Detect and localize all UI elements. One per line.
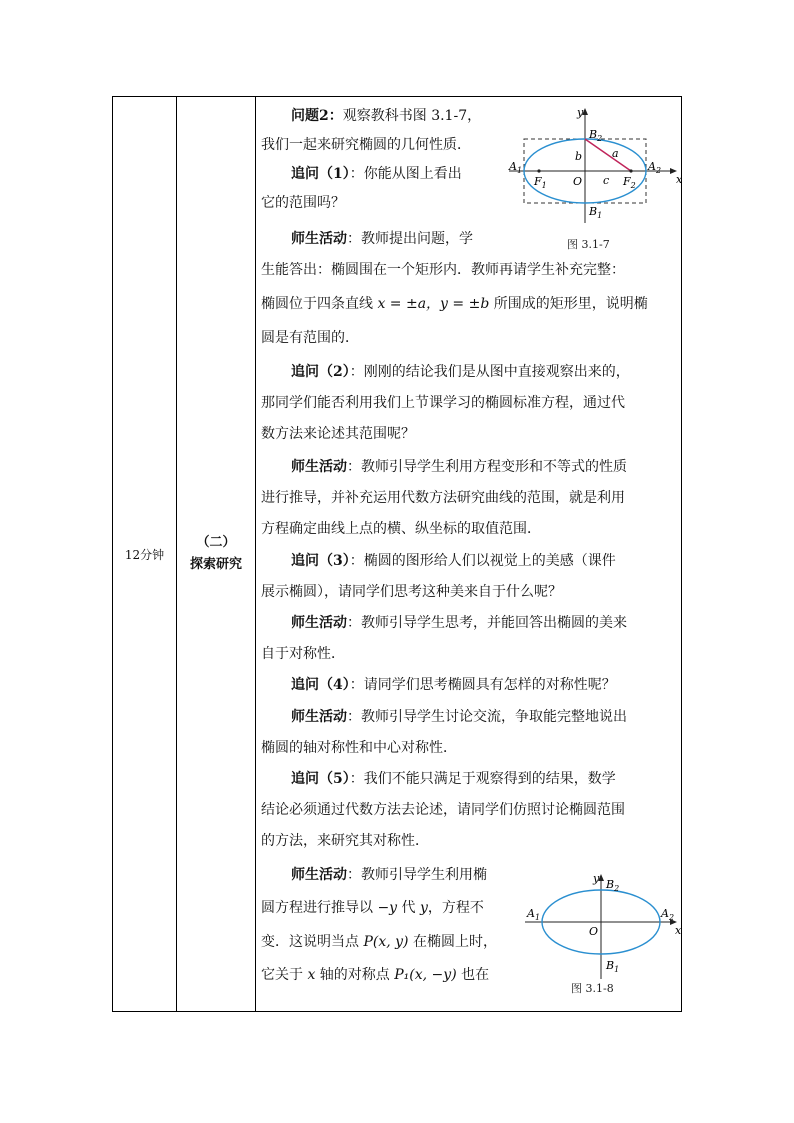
segment-a: [585, 139, 631, 171]
followup-2: 追问（2）：刚刚的结论我们是从图中直接观察出来的，: [291, 364, 630, 380]
text-line: 圆方程进行推导以 −y 代 y，方程不: [261, 900, 484, 916]
text-line: 结论必须通过代数方法去论述，请同学们仿照讨论椭圆范围: [261, 802, 625, 818]
label-b1: $B_1$: [606, 959, 620, 974]
ellipse-figure-3-1-8: [523, 871, 683, 981]
label-a: a: [612, 147, 619, 160]
activity-4: 师生活动：教师引导学生讨论交流，争取能完整地说出: [291, 709, 627, 725]
content-cell: [261, 97, 683, 1011]
text-line: 那同学们能否利用我们上节课学习的椭圆标准方程，通过代: [261, 395, 625, 411]
label-a2: $A_2$: [648, 160, 662, 175]
label-o: O: [573, 175, 583, 188]
label-b2: $B_2$: [589, 128, 603, 143]
time-cell: 12分钟: [124, 547, 165, 562]
text-line: 生能答出：椭圆围在一个矩形内．教师再请学生补充完整：: [261, 262, 625, 278]
text-line: 我们一起来研究椭圆的几何性质．: [261, 137, 471, 153]
label-y: y: [577, 106, 584, 119]
text-line: 圆是有范围的．: [261, 330, 359, 346]
label-o: O: [589, 925, 599, 938]
text-line: 椭圆的轴对称性和中心对称性．: [261, 740, 457, 756]
column-divider: [255, 97, 256, 1011]
label-c: c: [603, 174, 610, 187]
followup-4: 追问（4）：请同学们思考椭圆具有怎样的对称性呢？: [291, 677, 616, 693]
focus-f1: [537, 169, 540, 172]
stage-title: 探索研究: [189, 557, 242, 572]
label-y: y: [593, 872, 600, 885]
label-x: x: [675, 924, 682, 937]
label-f2: $F_2$: [623, 175, 636, 190]
label-b: b: [575, 150, 583, 163]
text-line: 展示椭圆），请同学们思考这种美来自于什么呢？: [261, 584, 562, 600]
stage-number: （二）: [196, 535, 236, 550]
figure-caption: 图 3.1-7: [567, 238, 610, 251]
activity-2: 师生活动：教师引导学生利用方程变形和不等式的性质: [291, 459, 627, 475]
text-line: 的方法，来研究其对称性．: [261, 833, 429, 849]
followup-1: 追问（1）：你能从图上看出: [291, 166, 462, 182]
label-a1: $A_1$: [527, 907, 541, 922]
activity-3: 师生活动：教师引导学生思考，并能回答出椭圆的美来: [291, 615, 627, 631]
activity-1: 师生活动：教师提出问题，学: [291, 231, 473, 247]
text-line: 它的范围吗？: [261, 195, 345, 211]
ellipse-figure-3-1-7: [505, 105, 683, 225]
activity-5: 师生活动：教师引导学生利用椭: [291, 867, 487, 883]
followup-5: 追问（5）：我们不能只满足于观察得到的结果，数学: [291, 771, 616, 787]
label-b1: $B_1$: [589, 205, 603, 220]
focus-f2: [629, 169, 632, 172]
label-a2: $A_2$: [661, 907, 675, 922]
text-line: 它关于 x 轴的对称点 P₁(x, −y) 也在: [261, 967, 490, 983]
label-x: x: [676, 173, 683, 186]
text-line: 数方法来论述其范围呢？: [261, 426, 415, 442]
text-line: 椭圆位于四条直线 x = ±a，y = ±b 所围成的矩形里，说明椭: [261, 296, 648, 312]
text-line: 方程确定曲线上点的横、纵坐标的取值范围．: [261, 521, 541, 537]
lesson-table: [112, 96, 682, 1012]
label-a1: $A_1$: [509, 160, 523, 175]
stage-cell: [177, 97, 255, 1011]
text-line: 进行推导，并补充运用代数方法研究曲线的范围，就是利用: [261, 490, 625, 506]
text-line: 变．这说明当点 P(x, y) 在椭圆上时，: [261, 934, 497, 950]
followup-3: 追问（3）：椭圆的图形给人们以视觉上的美感（课件: [291, 553, 616, 569]
figure-caption: 图 3.1-8: [571, 982, 614, 995]
text-line: 自于对称性．: [261, 646, 345, 662]
question-2: 问题2：观察教科书图 3.1-7，: [291, 108, 482, 124]
label-b2: $B_2$: [606, 878, 620, 893]
label-f1: $F_1$: [534, 175, 547, 190]
